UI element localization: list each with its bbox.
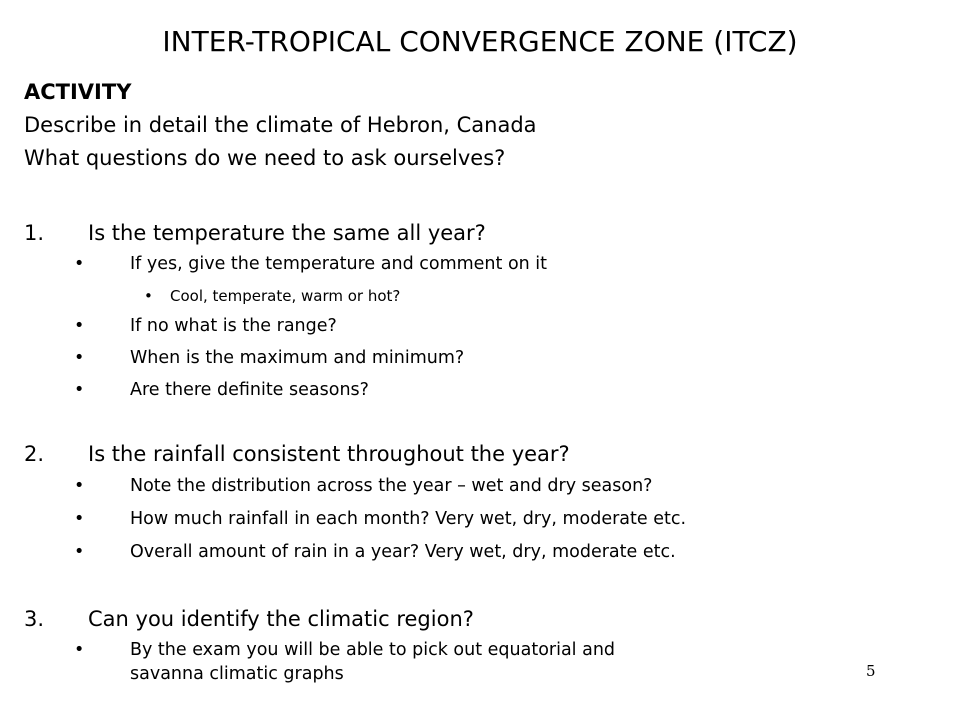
bullet-icon: • bbox=[144, 287, 153, 305]
bullet-icon: • bbox=[74, 542, 85, 562]
intro-line-1: Describe in detail the climate of Hebron, Canada bbox=[24, 113, 537, 137]
intro-line-2: What questions do we need to ask ourselves? bbox=[24, 146, 506, 170]
question-number: 3. bbox=[24, 607, 45, 631]
activity-heading: ACTIVITY bbox=[24, 80, 132, 104]
question-number: 2. bbox=[24, 442, 45, 466]
bullet-text: If yes, give the temperature and comment on it bbox=[130, 254, 548, 274]
bullet-text: Are there definite seasons? bbox=[130, 380, 369, 400]
bullet-text: If no what is the range? bbox=[130, 316, 337, 336]
bullet-text: When is the maximum and minimum? bbox=[130, 348, 465, 368]
bullet-icon: • bbox=[74, 509, 85, 529]
bullet-text: Overall amount of rain in a year? Very wet, dry, moderate etc. bbox=[130, 542, 676, 562]
slide-title: INTER-TROPICAL CONVERGENCE ZONE (ITCZ) bbox=[162, 25, 798, 58]
bullet-icon: • bbox=[74, 476, 85, 496]
bullet-icon: • bbox=[74, 316, 85, 336]
question-text: Is the rainfall consistent throughout the year? bbox=[88, 442, 570, 466]
intro-block bbox=[24, 76, 537, 175]
question-text: Is the temperature the same all year? bbox=[88, 221, 486, 245]
bullet-text: Cool, temperate, warm or hot? bbox=[170, 287, 401, 305]
page-number: 5 bbox=[866, 662, 876, 680]
bullet-icon: • bbox=[74, 348, 85, 368]
bullet-icon: • bbox=[74, 254, 85, 274]
question-number: 1. bbox=[24, 221, 45, 245]
bullet-text: By the exam you will be able to pick out equatorial and savanna climatic graphs bbox=[130, 640, 616, 684]
bullet-icon: • bbox=[74, 640, 85, 660]
question-text: Can you identify the climatic region? bbox=[88, 607, 474, 631]
bullet-text: How much rainfall in each month? Very wet, dry, moderate etc. bbox=[130, 509, 687, 529]
bullet-text: Note the distribution across the year – wet and dry season? bbox=[130, 476, 653, 496]
bullet-icon: • bbox=[74, 380, 85, 400]
